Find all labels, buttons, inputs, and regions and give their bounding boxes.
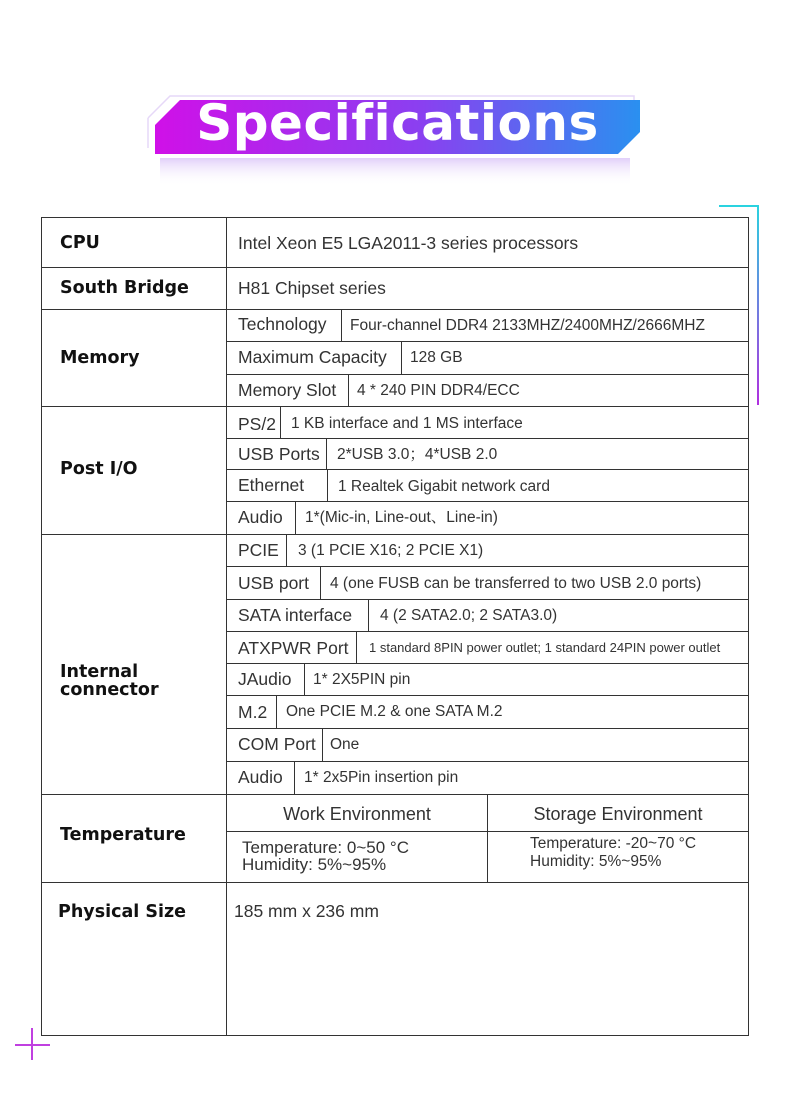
corner-accent xyxy=(15,1044,50,1046)
row-label-temperature: Temperature xyxy=(60,825,186,845)
internal-item-value: One xyxy=(330,736,360,753)
row-label-cpu: CPU xyxy=(60,233,100,253)
post-io-item-name: PS/2 xyxy=(238,414,276,434)
row-label-memory: Memory xyxy=(60,348,140,368)
post-io-item-name: USB Ports xyxy=(238,444,320,464)
internal-item-value: 3 (1 PCIE X16; 2 PCIE X1) xyxy=(298,542,484,559)
title-banner xyxy=(0,0,790,200)
physical-size-value: 185 mm x 236 mm xyxy=(234,901,379,921)
memory-item-name: Technology xyxy=(238,314,327,334)
post-io-item-value: 2*USB 3.0；4*USB 2.0 xyxy=(337,446,498,463)
corner-accent xyxy=(757,205,759,405)
work-env-header: Work Environment xyxy=(283,804,431,824)
internal-item-name: PCIE xyxy=(238,540,279,560)
post-io-item-name: Ethernet xyxy=(238,475,305,495)
row-label-physical-size: Physical Size xyxy=(58,902,187,922)
cpu-value: Intel Xeon E5 LGA2011-3 series processors xyxy=(238,233,579,253)
internal-item-name: JAudio xyxy=(238,669,292,689)
post-io-item-value: 1 Realtek Gigabit network card xyxy=(338,478,550,495)
internal-item-value: One PCIE M.2 & one SATA M.2 xyxy=(286,703,503,720)
corner-accent xyxy=(719,205,759,207)
work-humidity: Humidity: 5%~95% xyxy=(242,855,387,874)
storage-humidity: Humidity: 5%~95% xyxy=(530,853,662,870)
memory-item-value: 4 * 240 PIN DDR4/ECC xyxy=(357,382,520,399)
storage-temperature: Temperature: -20~70 °C xyxy=(530,835,697,852)
south-bridge-value: H81 Chipset series xyxy=(238,278,386,298)
work-temperature: Temperature: 0~50 °C xyxy=(242,838,409,857)
page-title: Specifications xyxy=(196,94,599,152)
internal-item-name: USB port xyxy=(238,573,309,593)
post-io-item-name: Audio xyxy=(238,507,283,527)
storage-env-header: Storage Environment xyxy=(533,804,703,824)
internal-item-name: Audio xyxy=(238,767,283,787)
internal-item-name: SATA interface xyxy=(238,605,353,625)
row-label-south-bridge: South Bridge xyxy=(60,278,189,298)
internal-item-value: 1* 2X5PIN pin xyxy=(313,671,411,688)
spec-table xyxy=(41,217,749,1036)
memory-item-value: Four-channel DDR4 2133MHZ/2400MHZ/2666MHZ xyxy=(350,317,705,334)
internal-item-value: 1 standard 8PIN power outlet; 1 standard 24PIN power outlet xyxy=(369,640,721,655)
internal-item-name: M.2 xyxy=(238,702,268,722)
internal-item-value: 1* 2x5Pin insertion pin xyxy=(304,769,459,786)
row-label-internal-connector: Internal connector xyxy=(60,662,159,700)
internal-item-value: 4 (2 SATA2.0; 2 SATA3.0) xyxy=(380,607,558,624)
memory-item-value: 128 GB xyxy=(410,349,463,366)
corner-accent xyxy=(31,1028,33,1060)
memory-item-name: Memory Slot xyxy=(238,380,337,400)
row-label-post-io: Post I/O xyxy=(60,459,138,479)
internal-item-value: 4 (one FUSB can be transferred to two USB 2.0 ports) xyxy=(330,575,702,592)
internal-item-name: COM Port xyxy=(238,734,316,754)
internal-item-name: ATXPWR Port xyxy=(238,638,349,658)
memory-item-name: Maximum Capacity xyxy=(238,347,387,367)
post-io-item-value: 1 KB interface and 1 MS interface xyxy=(291,415,523,432)
post-io-item-value: 1*(Mic-in, Line-out、Line-in) xyxy=(305,509,498,526)
